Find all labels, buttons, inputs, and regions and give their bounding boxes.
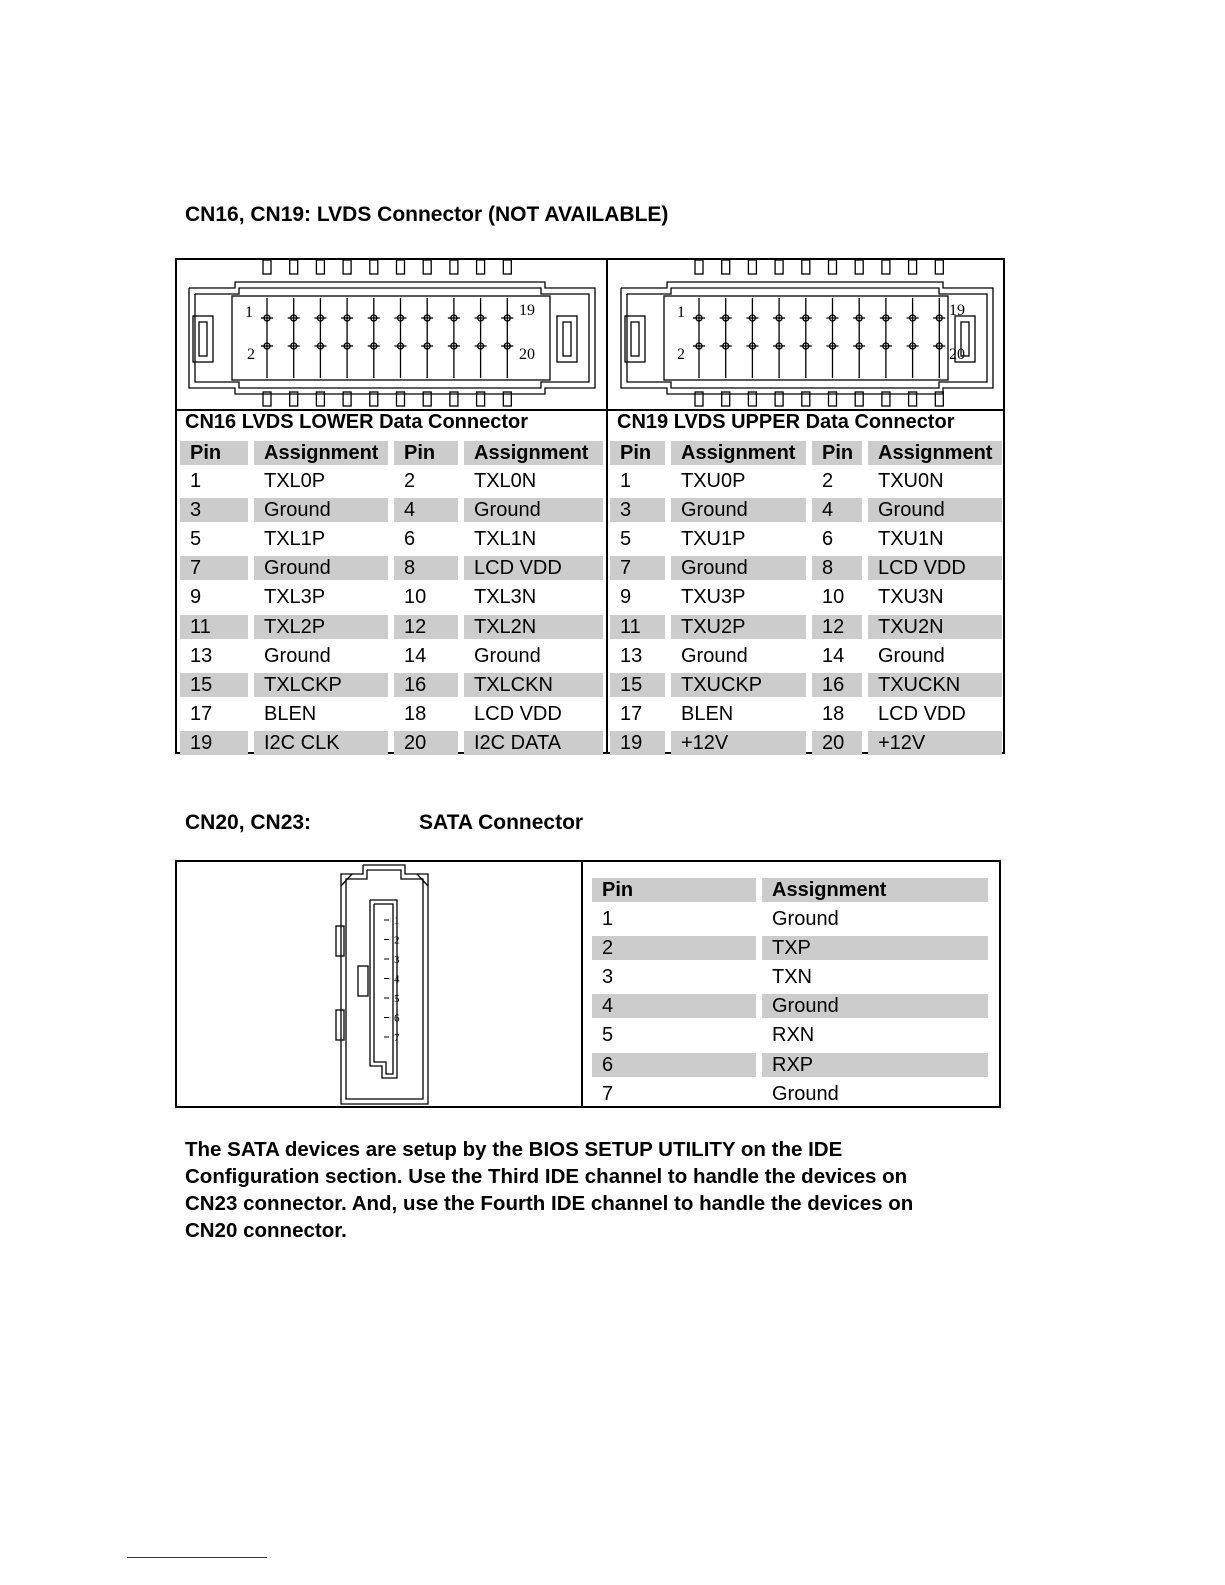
table-cell: 19 bbox=[610, 731, 665, 755]
table-cell: LCD VDD bbox=[464, 556, 603, 580]
table-cell: 4 bbox=[592, 994, 756, 1018]
table-cell: TXU0P bbox=[681, 470, 746, 492]
table-cell: Ground bbox=[772, 908, 839, 930]
table-cell: 10 bbox=[822, 586, 845, 609]
lvds-heading: CN16, CN19: LVDS Connector (NOT AVAILABLE) bbox=[185, 203, 669, 226]
sata-heading-id: CN20, CN23: bbox=[185, 811, 312, 834]
table-cell: 20 bbox=[812, 731, 862, 755]
table-cell: 6 bbox=[822, 528, 834, 551]
table-cell: 7 bbox=[610, 556, 665, 580]
table-cell: Ground bbox=[264, 644, 331, 667]
pin-label-1: 1 bbox=[245, 304, 253, 321]
table-cell: I2C DATA bbox=[464, 731, 603, 755]
table-cell: 18 bbox=[822, 702, 845, 725]
table-cell: Ground bbox=[254, 556, 388, 580]
table-cell: 12 bbox=[394, 615, 458, 639]
table-cell: Ground bbox=[254, 498, 388, 522]
table-cell: 10 bbox=[404, 586, 427, 609]
table-cell: 5 bbox=[602, 1024, 614, 1047]
table-cell: LCD VDD bbox=[474, 702, 562, 725]
table-cell: 1 bbox=[602, 908, 614, 930]
pin-label-19: 19 bbox=[949, 302, 965, 319]
table-cell: 4 bbox=[394, 498, 458, 522]
table-cell: 8 bbox=[812, 556, 862, 580]
table-cell: Ground bbox=[671, 556, 806, 580]
paragraph-line: CN20 connector. bbox=[185, 1219, 347, 1242]
table-cell: TXLCKN bbox=[464, 673, 603, 697]
table-cell: Ground bbox=[772, 1082, 839, 1105]
table-cell: 3 bbox=[180, 498, 248, 522]
table-cell: TXL3P bbox=[264, 586, 326, 609]
column-header: Assignment bbox=[464, 441, 603, 465]
table-cell: 16 bbox=[812, 673, 862, 697]
table-cell: Ground bbox=[474, 644, 541, 667]
sata-setup-paragraph bbox=[185, 1136, 1045, 1244]
sata-pin-label: 4 bbox=[394, 973, 400, 986]
table-cell: 15 bbox=[180, 673, 248, 697]
table-cell: TXN bbox=[772, 966, 812, 989]
table-cell: 13 bbox=[190, 644, 213, 667]
table-cell: Ground bbox=[868, 498, 1002, 522]
sata-pin-label: 1 bbox=[394, 915, 400, 927]
table-cell: 19 bbox=[180, 731, 248, 755]
column-header: Assignment bbox=[762, 878, 988, 902]
table-cell: TXU3P bbox=[681, 586, 746, 609]
sata-connector-diagram bbox=[300, 862, 460, 1106]
table-cell: TXU0N bbox=[878, 470, 944, 492]
paragraph-line: CN23 connector. And, use the Fourth IDE channel to handle the devices on bbox=[185, 1192, 914, 1215]
table-cell: RXP bbox=[762, 1053, 988, 1077]
lvds-upper-connector-diagram bbox=[609, 258, 1003, 408]
table-cell: 1 bbox=[190, 470, 202, 492]
table-cell: 6 bbox=[404, 528, 416, 551]
table-cell: TXP bbox=[762, 936, 988, 960]
column-header: Pin bbox=[812, 441, 862, 465]
sata-pin-label: 6 bbox=[394, 1012, 400, 1025]
column-header: Pin bbox=[592, 878, 756, 902]
sata-heading-title: SATA Connector bbox=[419, 811, 584, 834]
table-cell: RXN bbox=[772, 1024, 815, 1047]
column-header: Pin bbox=[394, 441, 458, 465]
table-cell: 17 bbox=[620, 702, 643, 725]
table-cell: Ground bbox=[762, 994, 988, 1018]
table-cell: TXL2P bbox=[254, 615, 388, 639]
table-cell: Ground bbox=[681, 644, 748, 667]
pin-label-1: 1 bbox=[677, 304, 685, 321]
sata-pin-label: 2 bbox=[394, 934, 400, 947]
table-cell: TXUCKN bbox=[868, 673, 1002, 697]
table-cell: 2 bbox=[822, 470, 834, 492]
column-header: Pin bbox=[610, 441, 665, 465]
table-cell: 4 bbox=[812, 498, 862, 522]
table-cell: TXL3N bbox=[474, 586, 537, 609]
table-cell: +12V bbox=[868, 731, 1002, 755]
table-cell: 13 bbox=[620, 644, 643, 667]
table-cell: Ground bbox=[878, 644, 945, 667]
paragraph-line: Configuration section. Use the Third IDE channel to handle the devices on bbox=[185, 1165, 908, 1188]
lvds-upper-title: CN19 LVDS UPPER Data Connector bbox=[617, 411, 955, 433]
table-cell: 3 bbox=[610, 498, 665, 522]
table-cell: 5 bbox=[620, 528, 632, 551]
table-cell: 16 bbox=[394, 673, 458, 697]
table-cell: 9 bbox=[620, 586, 632, 609]
table-cell: 15 bbox=[610, 673, 665, 697]
paragraph-line: The SATA devices are setup by the BIOS SETUP UTILITY on the IDE bbox=[185, 1138, 843, 1161]
table-cell: TXUCKP bbox=[671, 673, 806, 697]
table-cell: LCD VDD bbox=[878, 702, 966, 725]
pin-label-20: 20 bbox=[519, 346, 535, 363]
table-cell: TXU2P bbox=[671, 615, 806, 639]
table-cell: 6 bbox=[592, 1053, 756, 1077]
table-cell: +12V bbox=[671, 731, 806, 755]
table-cell: TXU2N bbox=[868, 615, 1002, 639]
table-cell: TXU3N bbox=[878, 586, 944, 609]
lvds-divider bbox=[606, 258, 608, 754]
table-cell: 2 bbox=[404, 470, 416, 492]
column-header: Assignment bbox=[254, 441, 388, 465]
pin-label-2: 2 bbox=[247, 346, 255, 363]
table-cell: TXL1P bbox=[264, 528, 326, 551]
table-cell: TXL0N bbox=[474, 470, 537, 492]
table-cell: 7 bbox=[602, 1082, 614, 1105]
table-cell: 3 bbox=[602, 966, 614, 989]
table-cell: 2 bbox=[592, 936, 756, 960]
table-cell: Ground bbox=[464, 498, 603, 522]
table-cell: 14 bbox=[822, 644, 845, 667]
table-cell: 1 bbox=[620, 470, 632, 492]
table-cell: 8 bbox=[394, 556, 458, 580]
lvds-lower-connector-diagram bbox=[177, 258, 605, 408]
table-cell: TXU1N bbox=[878, 528, 944, 551]
table-cell: BLEN bbox=[264, 702, 317, 725]
table-cell: LCD VDD bbox=[868, 556, 1002, 580]
sata-pin-label: 7 bbox=[394, 1032, 400, 1044]
table-cell: 17 bbox=[190, 702, 213, 725]
table-cell: 12 bbox=[812, 615, 862, 639]
sata-divider bbox=[581, 860, 583, 1108]
pin-label-20: 20 bbox=[949, 346, 965, 363]
table-cell: Ground bbox=[671, 498, 806, 522]
table-cell: 18 bbox=[404, 702, 427, 725]
table-cell: 20 bbox=[394, 731, 458, 755]
column-header: Pin bbox=[180, 441, 248, 465]
table-cell: TXL1N bbox=[474, 528, 537, 551]
table-cell: 11 bbox=[610, 615, 665, 639]
table-cell: BLEN bbox=[681, 702, 734, 725]
table-cell: I2C CLK bbox=[254, 731, 388, 755]
column-header: Assignment bbox=[868, 441, 1002, 465]
sata-pin-label: 5 bbox=[394, 993, 400, 1005]
table-cell: 14 bbox=[404, 644, 427, 667]
column-header: Assignment bbox=[671, 441, 806, 465]
sata-pin-label: 3 bbox=[394, 954, 400, 966]
table-cell: TXU1P bbox=[681, 528, 746, 551]
pin-label-19: 19 bbox=[519, 302, 535, 319]
table-cell: 5 bbox=[190, 528, 202, 551]
footnote-rule bbox=[127, 1557, 267, 1558]
table-cell: 7 bbox=[180, 556, 248, 580]
table-cell: 9 bbox=[190, 586, 202, 609]
table-cell: 11 bbox=[180, 615, 248, 639]
table-cell: TXL0P bbox=[264, 470, 326, 492]
table-cell: TXL2N bbox=[464, 615, 603, 639]
pin-label-2: 2 bbox=[677, 346, 685, 363]
table-cell: TXLCKP bbox=[254, 673, 388, 697]
lvds-lower-title: CN16 LVDS LOWER Data Connector bbox=[185, 411, 528, 433]
